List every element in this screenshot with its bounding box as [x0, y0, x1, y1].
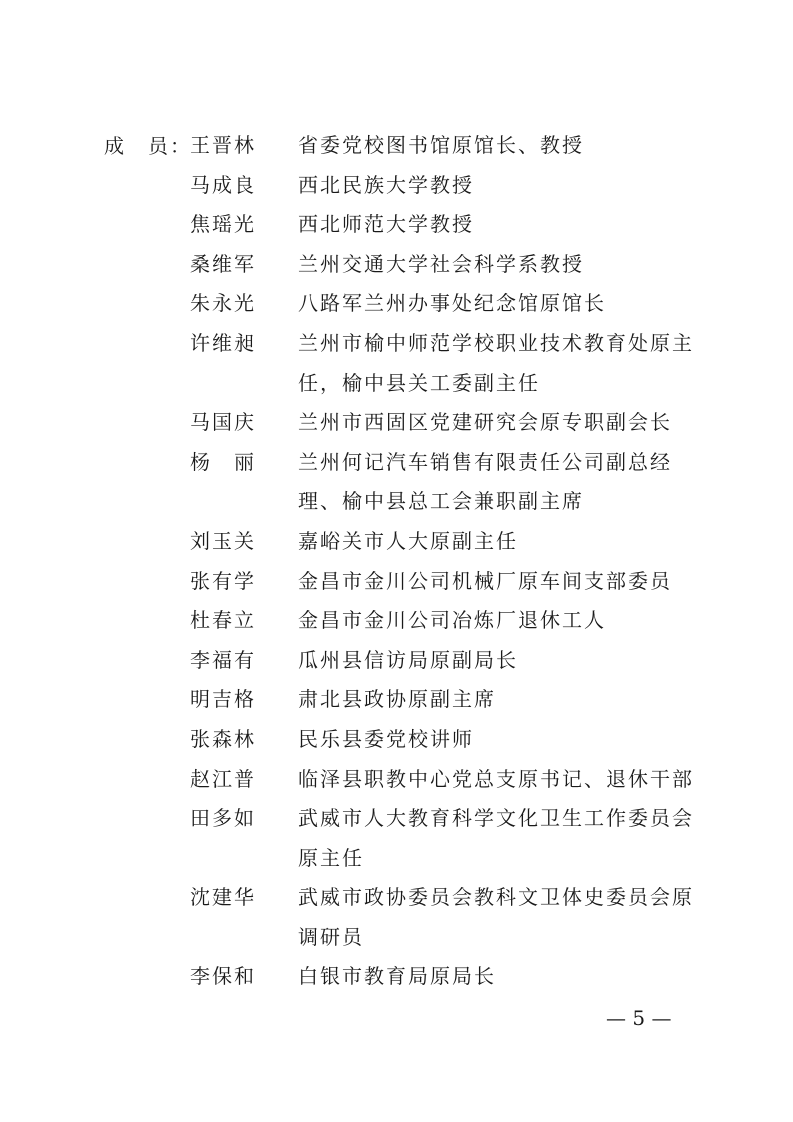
member-title: 肃北县政协原副主席: [298, 687, 496, 712]
member-title: 瓜州县信访局原副局长: [298, 647, 518, 672]
page-number: — 5 —: [606, 1006, 672, 1030]
member-name: 王晋林: [190, 133, 256, 157]
member-title: 武威市人大教育科学文化卫生工作委员会原主任: [298, 806, 694, 870]
member-title: 金昌市金川公司冶炼厂退休工人: [298, 608, 606, 633]
member-name: 杨 丽: [190, 449, 256, 474]
member-row: [190, 324, 730, 403]
member-title: 兰州何记汽车销售有限责任公司副总经理、榆中县总工会兼职副主席: [298, 449, 672, 514]
member-row: [190, 720, 730, 760]
members-label: 成 员：: [104, 134, 192, 158]
member-title: 西北师范大学教授: [298, 212, 474, 237]
member-row: [190, 443, 730, 522]
member-row: [190, 522, 730, 562]
member-name: 明吉格: [190, 687, 256, 712]
member-title: 省委党校图书馆原馆长、教授: [298, 133, 584, 157]
member-name: 刘玉关: [190, 528, 256, 553]
member-row: [190, 245, 730, 285]
member-name: 杜春立: [190, 608, 256, 633]
member-name: 张有学: [190, 568, 256, 593]
member-title: 嘉峪关市人大原副主任: [298, 528, 518, 553]
member-row: [190, 403, 730, 443]
member-row: [190, 126, 730, 166]
member-row: [190, 601, 730, 641]
member-title: 八路军兰州办事处纪念馆原馆长: [298, 291, 606, 316]
member-name: 焦瑶光: [190, 212, 256, 237]
member-title: 临泽县职教中心党总支原书记、退休干部: [298, 766, 694, 791]
member-title: 兰州交通大学社会科学系教授: [298, 251, 584, 276]
member-name: 赵江普: [190, 766, 256, 791]
member-title: 西北民族大学教授: [298, 172, 474, 197]
member-row: [190, 760, 730, 800]
member-title: 兰州市西固区党建研究会原专职副会长: [298, 410, 672, 435]
member-row: [190, 562, 730, 602]
member-title: 白银市教育局原局长: [298, 964, 496, 989]
member-row: [190, 205, 730, 245]
member-name: 桑维军: [190, 251, 256, 276]
member-name: 田多如: [190, 806, 256, 831]
member-name: 许维昶: [190, 330, 256, 355]
member-name: 朱永光: [190, 291, 256, 316]
member-row: [190, 957, 730, 997]
member-title: 兰州市榆中师范学校职业技术教育处原主任，榆中县关工委副主任: [298, 330, 694, 395]
member-row: [190, 284, 730, 324]
member-name: 李福有: [190, 647, 256, 672]
member-row: [190, 641, 730, 681]
member-title: 民乐县委党校讲师: [298, 726, 474, 751]
member-title: 武威市政协委员会教科文卫体史委员会原调研员: [298, 885, 694, 949]
member-name: 马国庆: [190, 410, 256, 435]
member-name: 沈建华: [190, 885, 256, 910]
member-row: [190, 166, 730, 206]
member-name: 李保和: [190, 964, 256, 989]
member-name: 马成良: [190, 172, 256, 197]
member-list: [190, 126, 730, 997]
member-row: [190, 680, 730, 720]
member-row: [190, 878, 730, 957]
member-name: 张森林: [190, 726, 256, 751]
member-row: [190, 799, 730, 878]
member-title: 金昌市金川公司机械厂原车间支部委员: [298, 568, 672, 593]
